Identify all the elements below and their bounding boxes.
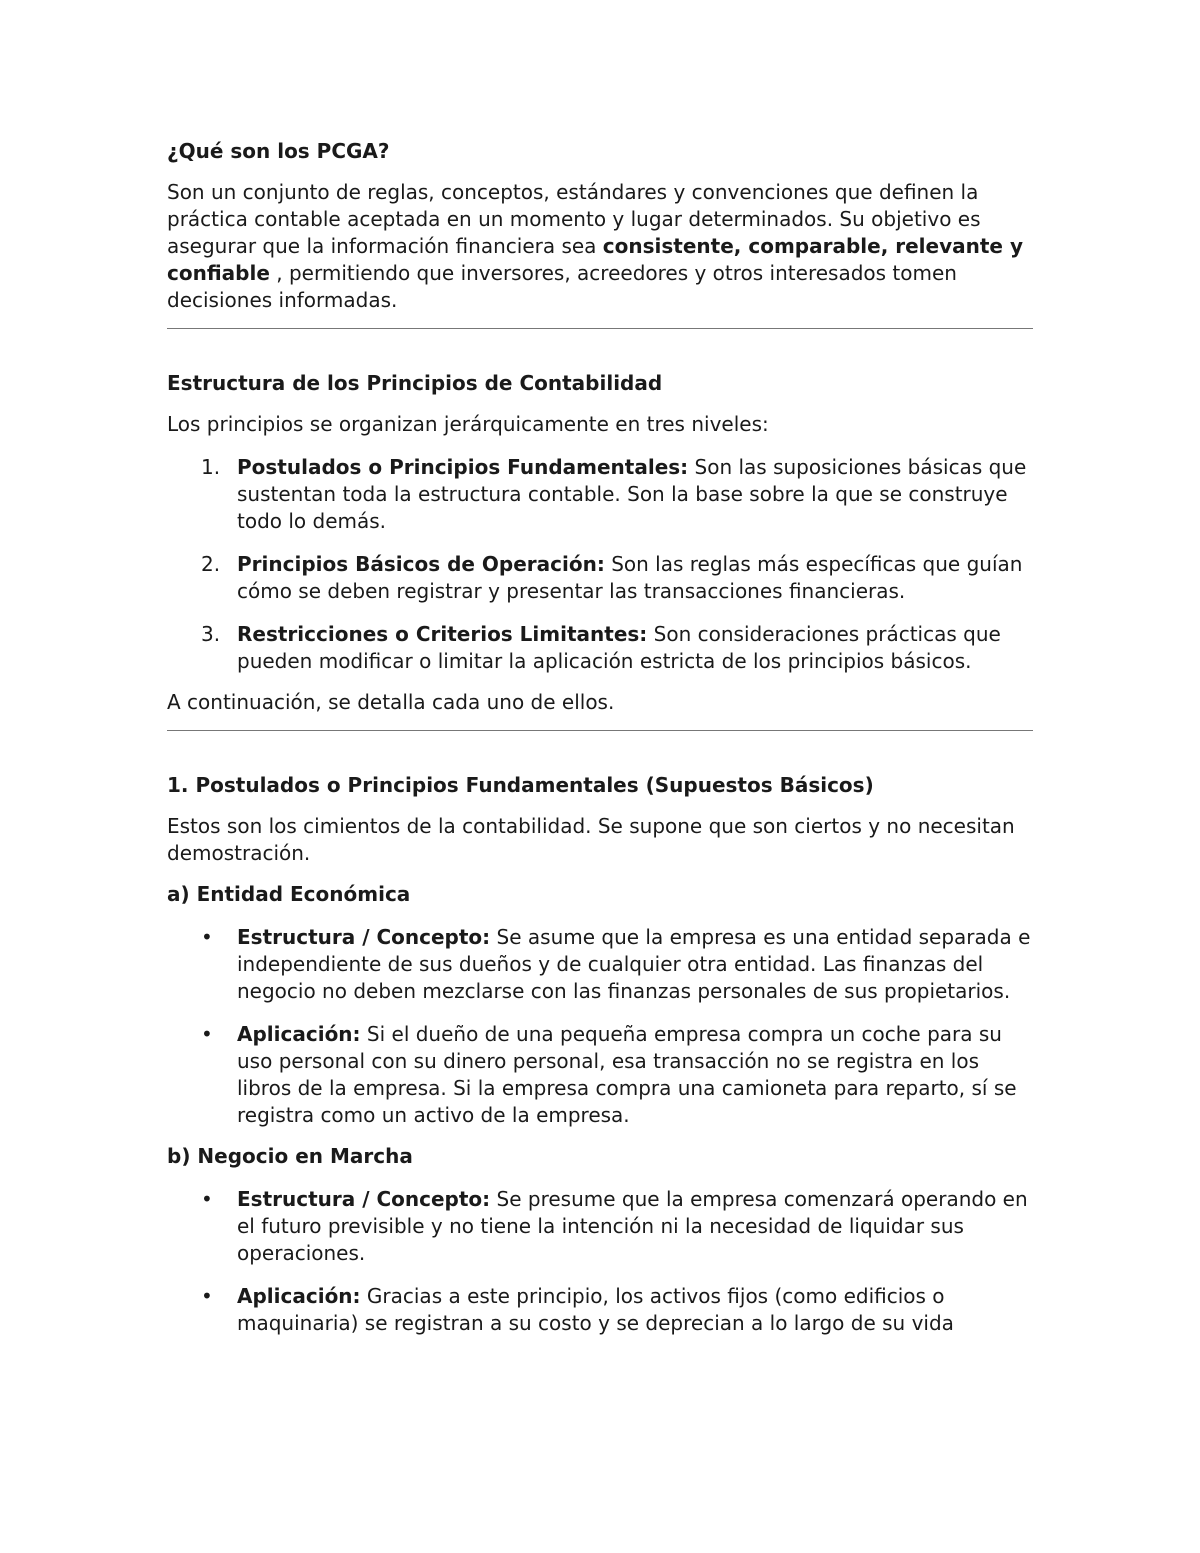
postulados-heading: 1. Postulados o Principios Fundamentales (Supuestos Básicos): [167, 773, 874, 797]
negocio-heading: b) Negocio en Marcha: [167, 1144, 413, 1168]
niveles-list: [167, 454, 1033, 675]
pcga-intro-bold: consistente, comparable, relevante y confiable: [167, 234, 1023, 285]
entidad-list: [167, 924, 1033, 1129]
list-item-label: Postulados o Principios Fundamentales:: [237, 455, 689, 479]
list-item-label: Estructura / Concepto:: [237, 925, 491, 949]
niveles-list-item-3: [167, 621, 1033, 675]
bullet-icon: •: [201, 1187, 213, 1211]
negocio-concepto-item: [167, 1186, 1033, 1267]
list-item-label: Aplicación:: [237, 1022, 361, 1046]
estructura-intro: Los principios se organizan jerárquicamente en tres niveles:: [167, 412, 769, 436]
list-item-label: Restricciones o Criterios Limitantes:: [237, 622, 648, 646]
list-item-label: Estructura / Concepto:: [237, 1187, 491, 1211]
list-item-text: Si el dueño de una pequeña empresa compra un coche para su uso personal con su dinero personal, esa transacción no se registra en los libros de la empresa. Si la empresa compra una camioneta para reparto, sí se registra como un activo de la empresa.: [237, 1022, 1017, 1127]
estructura-outro: A continuación, se detalla cada uno de ellos.: [167, 690, 615, 714]
document-page: [167, 138, 1033, 1337]
list-number: 3.: [201, 622, 221, 646]
list-item-text: Se asume que la empresa es una entidad separada e independiente de sus dueños y de cualquier otra entidad. Las finanzas del negocio no deben mezclarse con las finanzas personales de sus propietarios.: [237, 925, 1031, 1003]
pcga-intro-text-2: , permitiendo que inversores, acreedores y otros interesados tomen decisiones informadas.: [167, 261, 957, 312]
list-item-text: Gracias a este principio, los activos fijos (como edificios o maquinaria) se registran a su costo y se deprecian a lo largo de su vida: [237, 1284, 954, 1335]
list-item-label: Aplicación:: [237, 1284, 361, 1308]
section-divider-1: [167, 328, 1033, 329]
pcga-intro-text-1: Son un conjunto de reglas, conceptos, estándares y convenciones que definen la práctica contable aceptada en un momento y lugar determinados. Su objetivo es asegurar que la información financiera sea: [167, 180, 981, 258]
niveles-list-item-1: [167, 454, 1033, 535]
pcga-heading: ¿Qué son los PCGA?: [167, 139, 390, 163]
bullet-icon: •: [201, 1022, 213, 1046]
bullet-icon: •: [201, 925, 213, 949]
section-divider-2: [167, 730, 1033, 731]
list-item-text: Son las reglas más específicas que guían cómo se deben registrar y presentar las transacciones financieras.: [237, 552, 1023, 603]
list-item-text: Son las suposiciones básicas que sustentan toda la estructura contable. Son la base sobre la que se construye todo lo demás.: [237, 455, 1027, 533]
negocio-aplicacion-item: [167, 1283, 1033, 1337]
pcga-intro-paragraph: [167, 179, 1033, 314]
list-item-text: Son consideraciones prácticas que pueden modificar o limitar la aplicación estricta de los principios básicos.: [237, 622, 1001, 673]
entidad-aplicacion-item: [167, 1021, 1033, 1129]
bullet-icon: •: [201, 1284, 213, 1308]
negocio-list: [167, 1186, 1033, 1337]
list-number: 2.: [201, 552, 221, 576]
niveles-list-item-2: [167, 551, 1033, 605]
list-number: 1.: [201, 455, 221, 479]
list-item-label: Principios Básicos de Operación:: [237, 552, 605, 576]
entidad-concepto-item: [167, 924, 1033, 1005]
postulados-intro: Estos son los cimientos de la contabilidad. Se supone que son ciertos y no necesitan demostración.: [167, 814, 1015, 865]
estructura-heading: Estructura de los Principios de Contabilidad: [167, 371, 663, 395]
list-item-text: Se presume que la empresa comenzará operando en el futuro previsible y no tiene la intención ni la necesidad de liquidar sus operaciones.: [237, 1187, 1028, 1265]
entidad-heading: a) Entidad Económica: [167, 882, 411, 906]
